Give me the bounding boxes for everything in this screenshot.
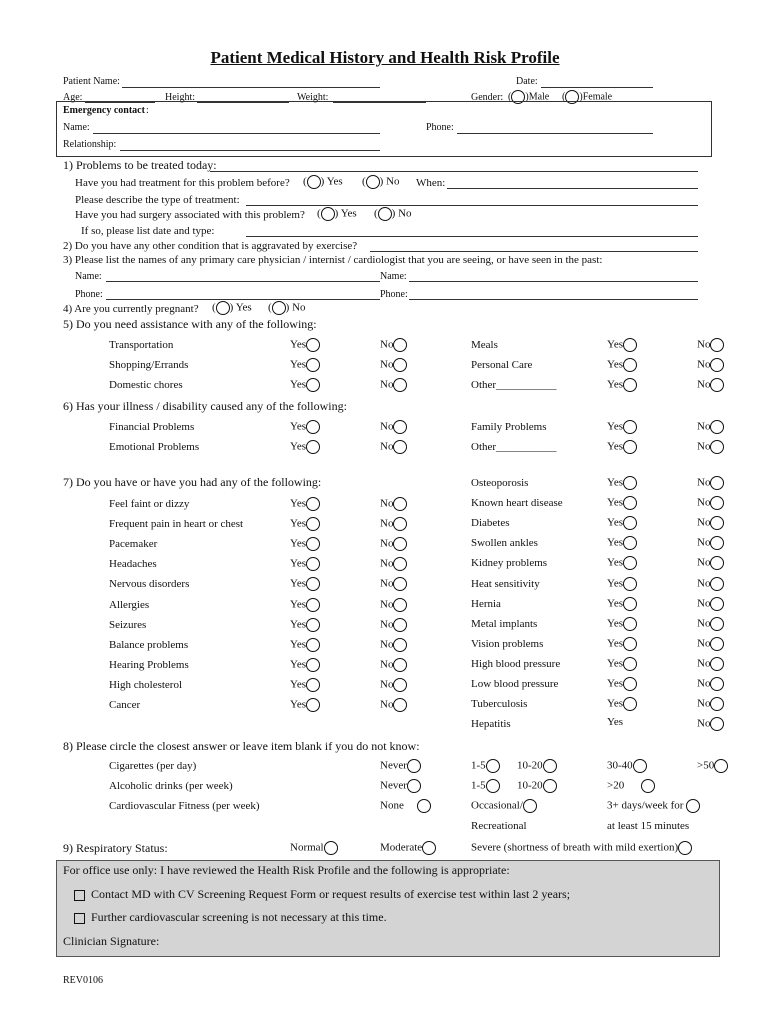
q7-known-heart-disease-label: Known heart disease [471,497,563,509]
office-option1-label: Contact MD with CV Screening Request Form or request results of exercise test within last 2 years; [91,887,571,901]
q2-field[interactable] [370,251,698,252]
q7-hepatitis-label: Hepatitis [471,718,511,730]
q2-label: 2) Do you have any other condition that is aggravated by exercise? [63,240,358,252]
recreational-label: Recreational [471,820,527,832]
surgery-yes-radio[interactable] [321,207,335,221]
q5-other-no-radio[interactable] [710,378,724,392]
q7-known-heart-disease-no-radio[interactable] [710,496,724,510]
alc-10-20-radio[interactable] [543,779,557,793]
q7-feel-faint-or-dizzy-yes-radio[interactable] [306,497,320,511]
q7-headaches-label: Headaches [109,558,157,570]
q6-emotional-problems-label: Emotional Problems [109,441,200,453]
if-so-field[interactable] [246,236,698,237]
patient-name-label: Patient Name: [63,76,120,87]
q7-pacemaker-yes-radio[interactable] [306,537,320,551]
q7-frequent-pain-in-heart-or-chest-no-radio[interactable] [393,517,407,531]
q7-diabetes-no-radio[interactable] [710,516,724,530]
q7-balance-problems-yes-radio[interactable] [306,638,320,652]
cardio-3days-radio[interactable] [686,799,700,813]
physician1-name-label: Name: [75,271,102,282]
physician2-name-field[interactable] [409,281,698,282]
q5-meals-no-radio[interactable] [710,338,724,352]
q7-metal-implants-yes-radio[interactable] [623,617,637,631]
age-label: Age: [63,92,83,103]
weight-label: Weight: [297,92,329,103]
q7-pacemaker-no-radio[interactable] [393,537,407,551]
q7-allergies-no-radio[interactable] [393,598,407,612]
q6-other-no-radio[interactable] [710,440,724,454]
q7-seizures-no-radio[interactable] [393,618,407,632]
alc-never-radio[interactable] [407,779,421,793]
q5-personal-care-yes-radio[interactable] [623,358,637,372]
cig-30-40-radio[interactable] [633,759,647,773]
resp-severe-radio[interactable] [678,841,692,855]
q7-swollen-ankles-yes-radio[interactable] [623,536,637,550]
q7-seizures-label: Seizures [109,619,147,631]
q7-swollen-ankles-label: Swollen ankles [471,537,538,549]
emergency-name-label: Name: [63,122,90,133]
q7-tuberculosis-yes-radio[interactable] [623,697,637,711]
when-field[interactable] [447,188,698,189]
q6-label: 6) Has your illness / disability caused any of the following: [63,399,347,413]
treatment-yes-radio[interactable] [307,175,321,189]
clinician-signature-label: Clinician Signature: [63,934,160,948]
cardio-occasional-radio[interactable] [523,799,537,813]
q5-personal-care-label: Personal Care [471,359,533,371]
surgery-no-radio[interactable] [378,207,392,221]
q6-emotional-problems-yes-radio[interactable] [306,440,320,454]
alc-gt20-radio[interactable] [641,779,655,793]
q7-headaches-no-radio[interactable] [393,557,407,571]
q5-personal-care-no-radio[interactable] [710,358,724,372]
alcohol-label: Alcoholic drinks (per week) [109,780,233,792]
cig-gt50-radio[interactable] [714,759,728,773]
q7-cancer-no-radio[interactable] [393,698,407,712]
q6-financial-problems-no-radio[interactable] [393,420,407,434]
page-title: Patient Medical History and Health Risk Profile [210,48,560,67]
q5-domestic-chores-no-radio[interactable] [393,378,407,392]
resp-moderate-radio[interactable] [422,841,436,855]
q7-diabetes-yes-radio[interactable] [623,516,637,530]
q7-hernia-label: Hernia [471,598,501,610]
q4-label: 4) Are you currently pregnant? [63,303,199,315]
date-field[interactable] [541,87,653,88]
emergency-phone-field[interactable] [457,133,653,134]
q7-nervous-disorders-label: Nervous disorders [109,578,190,590]
gender-female-label: Female [582,91,613,103]
physician2-phone-label: Phone: [380,289,408,300]
pregnant-yes-radio[interactable] [216,301,230,315]
q9-label: 9) Respiratory Status: [63,841,168,855]
alc-1-5-radio[interactable] [486,779,500,793]
q7-known-heart-disease-yes-radio[interactable] [623,496,637,510]
q7-hearing-problems-yes-radio[interactable] [306,658,320,672]
q7-kidney-problems-no-radio[interactable] [710,556,724,570]
q7-high-blood-pressure-yes-radio[interactable] [623,657,637,671]
q7-seizures-yes-radio[interactable] [306,618,320,632]
q7-pacemaker-label: Pacemaker [109,538,158,550]
office-option1-checkbox[interactable] [74,890,85,901]
office-intro: For office use only: I have reviewed the Health Risk Profile and the following is appropriate: [63,863,510,877]
q7-cancer-yes-radio[interactable] [306,698,320,712]
q7-allergies-yes-radio[interactable] [306,598,320,612]
q7-kidney-problems-label: Kidney problems [471,557,548,569]
q7-hernia-no-radio[interactable] [710,597,724,611]
emergency-heading: Emergency contact [63,105,145,116]
q5-transportation-no-radio[interactable] [393,338,407,352]
revision-code: REV0106 [63,975,103,986]
q7-allergies-label: Allergies [109,599,150,611]
q7-balance-problems-label: Balance problems [109,639,189,651]
q7-nervous-disorders-yes-radio[interactable] [306,577,320,591]
fifteen-minutes-label: at least 15 minutes [607,820,690,832]
q7-high-cholesterol-yes-radio[interactable] [306,678,320,692]
q5-transportation-yes-radio[interactable] [306,338,320,352]
q7-heat-sensitivity-label: Heat sensitivity [471,578,540,590]
physician2-name-label: Name: [380,271,407,282]
q7-metal-implants-label: Metal implants [471,618,538,630]
q8-label: 8) Please circle the closest answer or leave item blank if you do not know: [63,739,420,753]
date-label: Date: [516,76,538,87]
q7-frequent-pain-in-heart-or-chest-label: Frequent pain in heart or chest [109,518,244,530]
relationship-field[interactable] [120,150,380,151]
q6-other-label: Other___________ [471,441,557,453]
q7-vision-problems-label: Vision problems [471,638,544,650]
q6-financial-problems-yes-radio[interactable] [306,420,320,434]
resp-normal-radio[interactable] [324,841,338,855]
cardio-none-radio[interactable] [417,799,431,813]
physician1-name-field[interactable] [106,281,380,282]
q7-high-blood-pressure-label: High blood pressure [471,658,561,670]
q1-field[interactable] [210,171,698,172]
describe-field[interactable] [246,205,698,206]
emergency-phone-label: Phone: [426,122,454,133]
q7-hepatitis-no-radio[interactable] [710,717,724,731]
q7-high-cholesterol-label: High cholesterol [109,679,183,691]
cigarettes-label: Cigarettes (per day) [109,760,197,772]
emergency-contact-box [56,101,712,157]
q7-balance-problems-no-radio[interactable] [393,638,407,652]
physician1-phone-field[interactable] [106,299,380,300]
q7-hernia-yes-radio[interactable] [623,597,637,611]
q7-vision-problems-yes-radio[interactable] [623,637,637,651]
relationship-label: Relationship: [63,139,117,150]
emergency-name-field[interactable] [93,133,380,134]
q7-feel-faint-or-dizzy-no-radio[interactable] [393,497,407,511]
q5-label: 5) Do you need assistance with any of the following: [63,317,317,331]
q7-tuberculosis-label: Tuberculosis [471,698,528,710]
surgery-label: Have you had surgery associated with this problem? [75,209,305,221]
q7-hearing-problems-label: Hearing Problems [109,659,189,671]
if-so-label: If so, please list date and type: [81,225,215,237]
pregnant-no-radio[interactable] [272,301,286,315]
q6-family-problems-yes-radio[interactable] [623,420,637,434]
q7-cancer-label: Cancer [109,699,141,711]
q5-other-yes-radio[interactable] [623,378,637,392]
q7-frequent-pain-in-heart-or-chest-yes-radio[interactable] [306,517,320,531]
q7-low-blood-pressure-yes-radio[interactable] [623,677,637,691]
q7-high-blood-pressure-no-radio[interactable] [710,657,724,671]
q7-feel-faint-or-dizzy-label: Feel faint or dizzy [109,498,190,510]
cig-1-5-radio[interactable] [486,759,500,773]
q5-meals-label: Meals [471,339,498,351]
physician2-phone-field[interactable] [409,299,698,300]
office-option2-checkbox[interactable] [74,913,85,924]
q5-shopping-errands-label: Shopping/Errands [109,359,189,371]
q1-label: 1) Problems to be treated today: [63,158,217,172]
physician1-phone-label: Phone: [75,289,103,300]
q7-low-blood-pressure-label: Low blood pressure [471,678,559,690]
q7-metal-implants-no-radio[interactable] [710,617,724,631]
q5-other-label: Other___________ [471,379,557,391]
q7-nervous-disorders-no-radio[interactable] [393,577,407,591]
gender-male-label: Male [528,91,550,103]
cig-never-radio[interactable] [407,759,421,773]
q3-label: 3) Please list the names of any primary care physician / internist / cardiologist that you are seeing, or have seen in the past: [63,254,603,266]
q7-high-cholesterol-no-radio[interactable] [393,678,407,692]
q6-other-yes-radio[interactable] [623,440,637,454]
when-label: When: [416,177,446,189]
height-label: Height: [165,92,195,103]
q7-heat-sensitivity-yes-radio[interactable] [623,577,637,591]
q7-low-blood-pressure-no-radio[interactable] [710,677,724,691]
q5-domestic-chores-label: Domestic chores [109,379,183,391]
describe-label: Please describe the type of treatment: [75,194,240,206]
cig-10-20-radio[interactable] [543,759,557,773]
treatment-before-label: Have you had treatment for this problem before? [75,177,290,189]
q6-family-problems-no-radio[interactable] [710,420,724,434]
q7-diabetes-label: Diabetes [471,517,510,529]
q5-transportation-label: Transportation [109,339,174,351]
q7-swollen-ankles-no-radio[interactable] [710,536,724,550]
q5-meals-yes-radio[interactable] [623,338,637,352]
q7-osteoporosis-label: Osteoporosis [471,477,529,489]
q6-emotional-problems-no-radio[interactable] [393,440,407,454]
q5-shopping-errands-yes-radio[interactable] [306,358,320,372]
office-option2-label: Further cardiovascular screening is not necessary at this time. [91,910,387,924]
q5-domestic-chores-yes-radio[interactable] [306,378,320,392]
cardio-label: Cardiovascular Fitness (per week) [109,800,260,812]
q7-label: 7) Do you have or have you had any of the following: [63,475,322,489]
q5-shopping-errands-no-radio[interactable] [393,358,407,372]
q7-headaches-yes-radio[interactable] [306,557,320,571]
q7-osteoporosis-no-radio[interactable] [710,476,724,490]
q7-vision-problems-no-radio[interactable] [710,637,724,651]
q7-tuberculosis-no-radio[interactable] [710,697,724,711]
q6-family-problems-label: Family Problems [471,421,547,433]
q6-financial-problems-label: Financial Problems [109,421,195,433]
patient-name-field[interactable] [122,87,380,88]
treatment-no-radio[interactable] [366,175,380,189]
q7-kidney-problems-yes-radio[interactable] [623,556,637,570]
q7-osteoporosis-yes-radio[interactable] [623,476,637,490]
q7-heat-sensitivity-no-radio[interactable] [710,577,724,591]
gender-label: Gender: [471,92,504,103]
q7-hearing-problems-no-radio[interactable] [393,658,407,672]
